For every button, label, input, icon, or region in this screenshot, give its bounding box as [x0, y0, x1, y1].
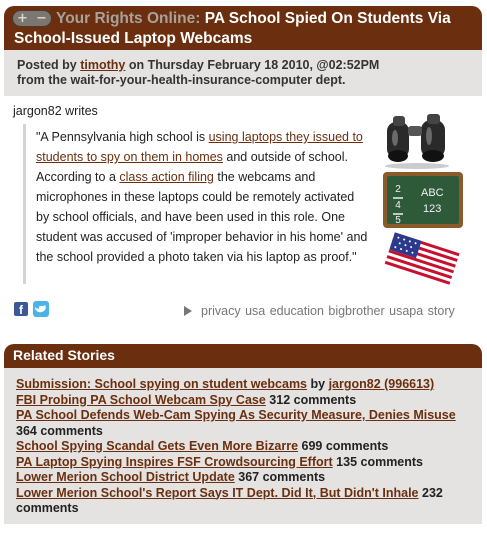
related-item — [16, 455, 471, 471]
story-tags[interactable]: privacy usa education bigbrother usapa story — [201, 304, 455, 318]
story-body — [36, 127, 368, 267]
related-item — [16, 408, 471, 439]
related-link[interactable]: PA Laptop Spying Inspires FSF Crowdsourcing Effort — [16, 454, 333, 469]
related-link[interactable]: Lower Merion School District Update — [16, 470, 235, 484]
byline-posted — [17, 58, 482, 73]
related-item-comments: 364 comments — [16, 423, 103, 438]
usa-flag-icon[interactable] — [382, 230, 462, 288]
story-byline — [4, 50, 482, 96]
quote-bar — [23, 124, 26, 284]
related-item — [16, 393, 471, 409]
body-text-2: and outside of school. According to a — [36, 150, 349, 184]
twitter-share-icon[interactable] — [33, 301, 49, 317]
related-item-comments: 135 comments — [332, 454, 424, 469]
related-item-comments: 367 comments — [234, 470, 326, 484]
story-title — [14, 9, 476, 49]
expand-button[interactable]: + — [17, 11, 28, 26]
board-letters: ABC — [421, 187, 444, 199]
related-item — [16, 439, 471, 455]
using-laptops-link[interactable]: using laptops they issued to students to spy on them in homes — [36, 130, 363, 164]
board-fraction-bottom: 5 — [395, 215, 401, 226]
related-item — [16, 470, 471, 486]
class-action-link[interactable]: class action filing — [119, 170, 214, 184]
related-item-comments: 312 comments — [265, 392, 357, 407]
board-numbers: 123 — [423, 203, 442, 215]
story-header — [4, 6, 482, 50]
related-item — [16, 377, 471, 393]
binoculars-icon[interactable] — [381, 112, 453, 170]
board-fraction-mid: 4 — [395, 200, 401, 211]
author-link[interactable]: timothy — [80, 58, 126, 72]
related-link[interactable]: Submission: School spying on student webcams — [16, 377, 308, 391]
story-toggle-buttons — [12, 10, 52, 27]
body-text-3: the webcams and microphones in these laptops could be remotely activated by school officials, and have been used in this role. One student was accused of 'improper behavior in his home' and the school provided a photo taken via his laptop as proof." — [36, 170, 368, 264]
section-name[interactable]: Your Rights Online: — [56, 10, 201, 27]
tags-expand-arrow-icon[interactable] — [184, 306, 192, 316]
related-link[interactable]: PA School Defends Web-Cam Spying As Security Measure, Denies Misuse — [16, 408, 456, 422]
related-item-comments: 232 comments — [16, 485, 443, 515]
byline-date: on Thursday February 18 2010, @02:52PM — [128, 58, 380, 72]
chalkboard-education-icon[interactable] — [381, 170, 465, 230]
related-stories-header: Related Stories — [4, 344, 482, 368]
body-text-1: "A Pennsylvania high school is — [36, 130, 209, 144]
related-item — [16, 486, 471, 517]
byline-prefix: Posted by — [17, 58, 77, 72]
facebook-share-icon[interactable]: f — [14, 302, 28, 316]
related-item-comments: 699 comments — [298, 439, 389, 453]
board-fraction-top: 2 — [395, 184, 401, 195]
related-submitter-link[interactable]: jargon82 (996613) — [328, 377, 435, 391]
related-link[interactable]: School Spying Scandal Gets Even More Bizarre — [16, 439, 299, 453]
story-title-text[interactable]: PA School Spied On Students Via School-Issued Laptop Webcams — [14, 10, 451, 47]
related-link[interactable]: Lower Merion School's Report Says IT Dept. Did It, But Didn't Inhale — [16, 485, 419, 500]
related-stories-list — [16, 377, 471, 517]
related-item-text: by — [307, 377, 329, 391]
submitter-line: jargon82 writes — [13, 104, 98, 118]
collapse-button[interactable]: − — [36, 11, 47, 26]
related-link[interactable]: FBI Probing PA School Webcam Spy Case — [16, 392, 266, 407]
byline-dept: from the wait-for-your-health-insurance-computer dept. — [17, 73, 346, 87]
